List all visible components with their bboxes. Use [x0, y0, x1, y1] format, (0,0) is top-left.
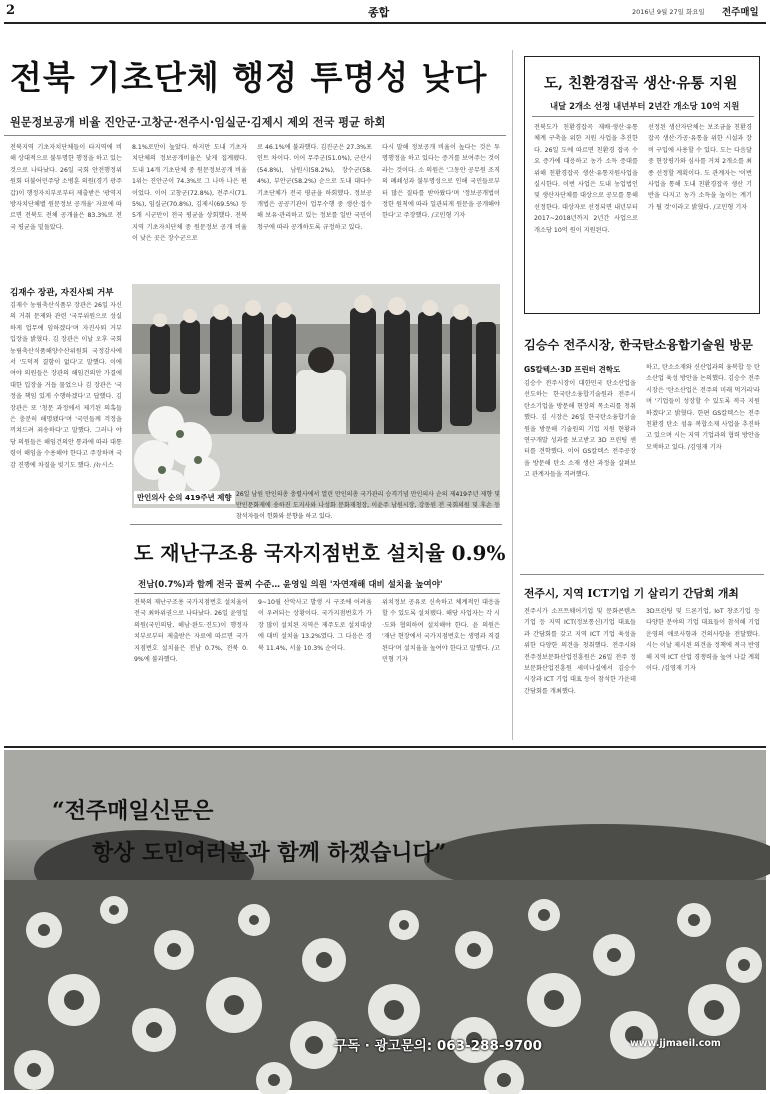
ict-column: 전주시가 소프트웨어기업 및 문화콘텐츠 기업 등 지역 ICT(정보통신)기업 대표들과 간담회를 갖고 지역 ICT 기업 육성을 위한 다양한 의견을 청취했다. 전주시와 전주정보문화산업진흥원은 26일 전주 정보문화산업진흥원 세미나실에서 김승수 시장과 ICT 기업 대표 등이 참석한 가운데 간담회를 개최했다. [524, 608, 636, 695]
ad-slogan-line2: 항상 도민여러분과 함께 하겠습니다” [92, 840, 447, 866]
carbon-column: 하고, 탄소소재와 신산업과의 융복합 등 탄소산업 육성 방안을 논의했다. 김승수 전주시장은 '탄소산업은 전주의 미래 먹거리'라며 '기업들이 성장할 수 있도록 적극 지원하겠다'고 밝혔다. 한편 GS칼텍스는 전주 친환경 탄소 섬유 복합소재 사업을 추진하고 있으며 시는 지역 기업과의 협력 방안을 모색하고 있다. /김영재 기자 [646, 364, 760, 451]
disaster-subhead: 전남(0.7%)과 함께 전국 꼴찌 수준… 윤영일 의원 '자연재해 대비 설치율 높여야' [138, 580, 443, 590]
lead-headline: 전북 기초단체 행정 투명성 낮다 [10, 58, 488, 97]
ad-contact: 구독 · 광고문의: 063-288-9700 [334, 1038, 543, 1054]
lead-column: 전북지역 기초자치단체들이 타지역에 비해 상대적으로 불투명한 행정을 하고 있는 것으로 나타났다. 26일 국회 안전행정위원회 더불어민주당 소병훈 의원(경기 광주갑)이 행정자치부로부터 제출받은 '광역지방자치단체별 원문정보 공개율' 자료에 따르면 전북도 전체 공개율은 83.3%로 전국 평균을 밑돌았다. [10, 144, 122, 231]
ad-website[interactable]: www.jjmaeil.com [630, 1038, 721, 1049]
brief-body: 김재수 농림축산식품부 장관은 26일 자신의 거취 문제와 관련 '국무위원으로 성실하게 업무에 임하겠다'며 자진사퇴 거부 입장을 밝혔다. 김 장관은 이날 오후 국회 농림축산식품해양수산위원회 국정감사에서 '도덕적 결함이 없다'고 말했다. 이에 여야 의원들은 장관의 해임건의안 가결에 대한 입장을 거듭 물었으나 김 장관은 '국정을 책임 있게 수행하겠다'고 답했다. 김 장관은 또 '청문 과정에서 제기된 의혹들은 충분히 해명됐다'며 '국민들께 걱정을 끼쳐드려 죄송하다'고 말했다. 그러나 야당 의원들은 해임건의안 통과에 따라 대통령이 해임을 수용해야 한다고 주장하며 국감 진행에 차질을 빚기도 했다. /뉴시스 [10, 302, 122, 469]
disaster-headline: 도 재난구조용 국자지점번호 설치율 0.9% [134, 541, 506, 565]
ceremony-photo [132, 284, 500, 508]
disaster-column: 위치정보 공유로 신속하고 체계적인 대응을 할 수 있도록 설치됐다. 해당 사업자는 각 시·도와 협의하여 설치해야 한다. 윤 의원은 '재난 현장에서 국가지점번호는 생명과 직결된다'며 설치율을 높여야 한다고 말했다. /고민형 기자 [382, 599, 500, 664]
ict-top-rule [520, 574, 764, 575]
issue-date: 2016년 9월 27일 화요일 [632, 8, 705, 16]
eco-column: 전북도가 친환경잡곡 재배·생산·유통 체계 구축을 위한 지원 사업을 추진한다. 26일 도에 따르면 친환경 잡곡 수요 증가에 대응하고 농가 소득 증대를 위해 친환경잡곡 생산·유통지원사업을 실시한다. 이번 사업은 도내 농업법인 및 생산자단체를 대상으로 공모를 통해 선정한다. 대상자로 선정되면 내년부터 2017~2018년까지 2년간 사업으로 개소당 10억 원이 지원된다. [534, 124, 638, 234]
photo-caption: 26일 남원 만인의총 충렬사에서 열린 만인의총 국가관리 승격기념 만인의사 순의 제419주년 제향 및 만인문화제에 송하진 도지사와 나성화 문화재청장, 이윤주 남원시장, 강동원 전 국회의원 및 후손 등 참석자들이 헌화와 분향을 하고 있다. [236, 491, 500, 520]
ad-top-rule [4, 746, 766, 748]
lead-column: 다시 말해 정보공개 비율이 높다는 것은 투명행정을 하고 있다는 증거를 보여주는 것이라는 것이다. 소 의원은 '그동안 공무원 조직의 폐쇄성과 불투명성으로 인해 국민들로부터 많은 질타를 받아왔다'며 '정보공개법이 정한 원칙에 따라 일관되게 원문을 공개해야 한다'고 주장했다. /고민형 기자 [382, 144, 500, 220]
disaster-top-rule [130, 524, 502, 525]
page-number: 2 [6, 3, 16, 18]
eco-column: 선정된 생산자단체는 보조금을 친환경잡곡 생산·가공·유통을 위한 시설과 장비 구입에 사용할 수 있다. 도는 다음달 중 현장평가와 심사를 거쳐 2개소를 최종 선정할 계획이다. 도 관계자는 '이번 사업을 통해 도내 친환경잡곡 생산 기반을 다지고 농가 소득을 높이는 계기가 될 것'이라고 밝혔다. /고민형 기자 [648, 124, 752, 211]
lead-subhead-rule [4, 135, 506, 136]
ceremony-scene-illustration [132, 284, 500, 508]
lead-column: 로 46.1%에 불과했다. 김진군은 27.3%포인트 차이다. 이어 무주군(51.0%), 군산시(54.8%), 남원시(58.2%), 장수군(58.4%), 부안군(58.2%) 순으로 도내 대다수 기초단체가 전국 평균을 하회했다. 정보공개법은 공공기관이 업무수행 중 생산·접수해 보유·관리하고 있는 정보를 일반 국민이 청구에 따라 공개하도록 규정하고 있다. [257, 144, 372, 231]
lead-subhead: 원문정보공개 비율 진안군·고창군·전주시·임실군·김제시 제외 전국 평균 하회 [10, 116, 386, 129]
lead-column: 8.1%로만이 높았다. 하지만 도내 기초자치단체의 정보공개비율은 낮게 집계됐다. 도내 14개 기초단체 중 원문정보공개 비율 1위는 진안군이 74.3%로 그 나마 나은 편이었다. 이어 고창군(72.8%), 전주시(71.5%), 임실군(70.8%), 김제시(69.5%) 등 5개 시군만이 전국 평균을 상회했다. 전북지역 기초자치단체 중 원문정보 공개 비율이 낮은 곳은 장수군으로 [132, 144, 247, 243]
column-separator [512, 50, 513, 740]
photo-label: 만인의사 순의 419주년 제향 [134, 491, 235, 504]
carbon-subhead: GS칼텍스·3D 프린터 견학도 [524, 365, 621, 374]
header-rule [4, 22, 766, 24]
eco-subhead: 내달 2개소 선정 내년부터 2년간 개소당 10억 지원 [550, 101, 740, 111]
eco-title: 도, 친환경잡곡 생산·유통 지원 [544, 75, 738, 92]
eco-subhead-rule [532, 116, 754, 117]
carbon-column: 김승수 전주시장이 대한민국 탄소산업을 선도하는 한국탄소융합기술원과 전주시 탄소기업을 방문해 현장의 목소리를 청취했다. 김 시장은 26일 한국탄소융합기술원을 방문해 기술원의 기업 지원 현황과 연구개발 성과를 보고받고 3D 프린팅 센터를 견학했다. 이어 GS칼텍스 전주공장을 방문해 탄소 소재 생산 과정을 살펴보고 관계자들을 격려했다. [524, 380, 636, 479]
disaster-column: 전북의 재난구조용 국가지점번호 설치율이 전국 최하위권으로 나타났다. 26일 윤영일 의원(국민의당, 해남·완도·진도)이 행정자치부로부터 제출받은 자료에 따르면 국가지점번호 설치율은 전남 0.7%, 전북 0.9%에 불과했다. [134, 599, 248, 664]
brief-title: 김재수 장관, 자진사퇴 거부 [10, 288, 114, 298]
ad-slogan-line1: “전주매일신문은 [52, 798, 214, 824]
section-label: 종합 [368, 6, 390, 19]
ict-column: 3D프린팅 및 드론기업, IoT 창조기업 등 다양한 분야의 기업 대표들이 참석해 기업 운영의 애로사항과 건의사항을 전달했다. 시는 이날 제시된 의견을 정책에 적극 반영해 지역 ICT 산업 경쟁력을 높여 나갈 계획이다. /김영재 기자 [646, 608, 760, 673]
carbon-title: 김승수 전주시장, 한국탄소융합기술원 방문 [524, 338, 753, 352]
ict-title: 전주시, 지역 ICT기업 기 살리기 간담회 개최 [524, 587, 739, 600]
disaster-subhead-rule [134, 593, 500, 594]
disaster-column: 9~10월 산악사고 발생 시 구조에 어려움이 우려되는 상황이다. 국가지점번호가 가장 많이 설치된 지역은 제주도로 설치대상에 대비 설치율 13.2%였다. 그 다음은 경북 11.4%, 서울 10.3% 순이다. [258, 599, 372, 652]
paper-name: 전주매일 [722, 7, 759, 18]
